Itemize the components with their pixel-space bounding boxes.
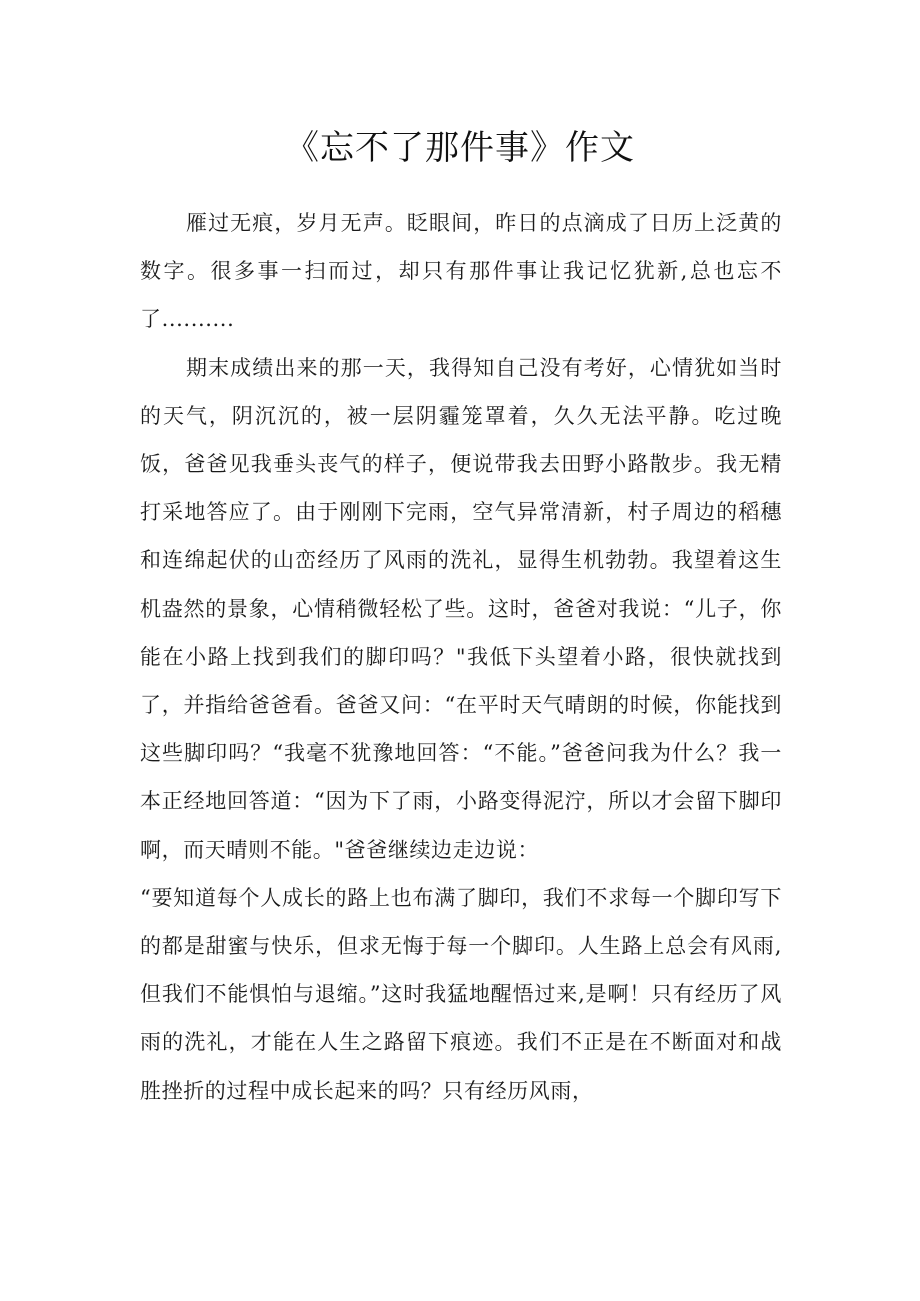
- paragraph-2: 期末成绩出来的那一天，我得知自己没有考好，心情犹如当时的天气，阴沉沉的，被一层阴霾笼罩着，久久无法平静。吃过晚饭，爸爸见我垂头丧气的样子，便说带我去田野小路散步。我无精打采地答应了。由于刚刚下完雨，空气异常清新，村子周边的稻穗和连绵起伏的山峦经历了风雨的洗礼，显得生机勃勃。我望着这生机盎然的景象，心情稍微轻松了些。这时，爸爸对我说：“儿子，你能在小路上找到我们的脚印吗？"我低下头望着小路，很快就找到了，并指给爸爸看。爸爸又问：“在平时天气晴朗的时候，你能找到这些脚印吗？“我毫不犹豫地回答：“不能。”爸爸问我为什么？我一本正经地回答道：“因为下了雨，小路变得泥泞，所以才会留下脚印啊，而天晴则不能。"爸爸继续边走边说：: [140, 355, 782, 862]
- paragraph-1: 雁过无痕，岁月无声。眨眼间，昨日的点滴成了日历上泛黄的数字。很多事一扫而过，却只有那件事让我记忆犹新,总也忘不了..........: [140, 211, 782, 332]
- paragraph-3: “要知道每个人成长的路上也布满了脚印，我们不求每一个脚印写下的都是甜蜜与快乐，但求无悔于每一个脚印。人生路上总会有风雨,但我们不能惧怕与退缩。”这时我猛地醒悟过来,是啊！只有经历了风雨的洗礼，才能在人生之路留下痕迹。我们不正是在不断面对和战胜挫折的过程中成长起来的吗？只有经历风雨，: [140, 885, 782, 1103]
- document-body: [140, 199, 782, 1115]
- document-title: 《忘不了那件事》作文: [285, 128, 635, 168]
